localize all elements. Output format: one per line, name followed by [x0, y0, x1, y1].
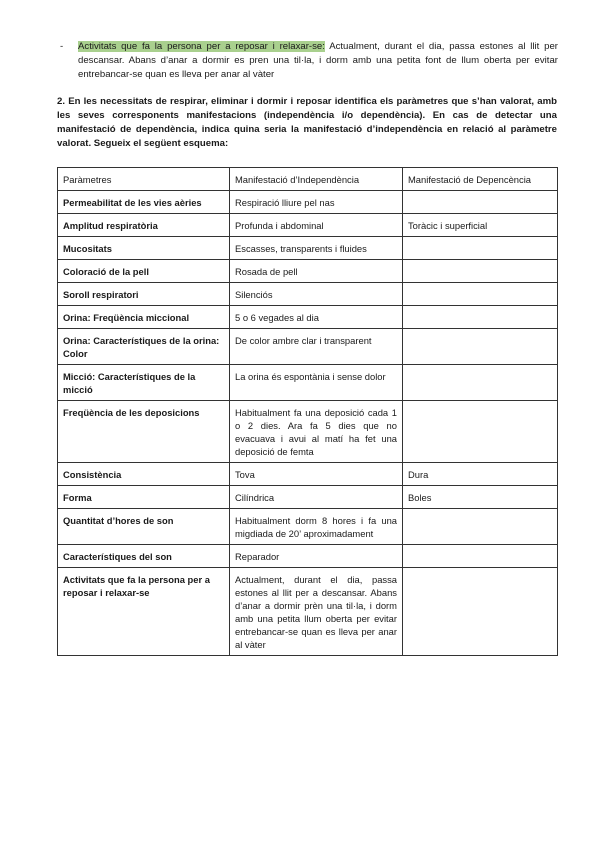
dependence-cell [403, 237, 558, 260]
table-row [58, 486, 558, 509]
independence-cell: Rosada de pell [230, 260, 403, 283]
parameter-cell: Orina: Característiques de la orina: Color [58, 329, 230, 365]
independence-cell: De color ambre clar i transparent [230, 329, 403, 365]
independence-cell: La orina és espontània i sense dolor [230, 365, 403, 401]
dependence-cell [403, 306, 558, 329]
dependence-cell [403, 260, 558, 283]
parameter-cell: Característiques del son [58, 545, 230, 568]
bullet-dash: - [60, 41, 64, 52]
header-dependence: Manifestació de Depencència [403, 168, 558, 191]
dependence-cell: Dura [403, 463, 558, 486]
dependence-cell [403, 401, 558, 463]
dependence-cell [403, 283, 558, 306]
independence-cell: Tova [230, 463, 403, 486]
parameter-cell: Consistència [58, 463, 230, 486]
table-row [58, 509, 558, 545]
parameter-cell: Micció: Característiques de la micció [58, 365, 230, 401]
question-text: 2. En les necessitats de respirar, eliminar i dormir i reposar identifica els paràmetres que s’han valorat, amb les seves corresponents manifestacions (independència i/o dependència). En cas de detectar una manifestació de dependència, indica quina seria la manifestació d’independència en relació al paràmetre valorat. Segueix el següent esquema: [57, 96, 557, 149]
dependence-cell [403, 191, 558, 214]
table-row [58, 568, 558, 656]
parameter-cell: Activitats que fa la persona per a reposar i relaxar-se [58, 568, 230, 656]
parameter-cell: Coloració de la pell [58, 260, 230, 283]
parameter-cell: Forma [58, 486, 230, 509]
header-independence: Manifestació d’Independència [230, 168, 403, 191]
parameter-cell: Mucositats [58, 237, 230, 260]
independence-cell: Habitualment dorm 8 hores i fa una migdiada de 20’ aproximadament [230, 509, 403, 545]
table-row [58, 306, 558, 329]
independence-cell: Cilíndrica [230, 486, 403, 509]
table-row [58, 191, 558, 214]
independence-cell: 5 o 6 vegades al dia [230, 306, 403, 329]
independence-cell: Respiració lliure pel nas [230, 191, 403, 214]
dependence-cell [403, 509, 558, 545]
table-row [58, 365, 558, 401]
independence-cell: Profunda i abdominal [230, 214, 403, 237]
parameter-cell: Amplitud respiratòria [58, 214, 230, 237]
independence-cell: Habitualment fa una deposició cada 1 o 2 dies. Ara fa 5 dies que no evacuava i avui al matí ha fet una deposició de femta [230, 401, 403, 463]
header-parameters: Paràmetres [58, 168, 230, 191]
table-row [58, 260, 558, 283]
assessment-table [57, 167, 558, 656]
table-row [58, 237, 558, 260]
parameter-cell: Soroll respiratori [58, 283, 230, 306]
parameter-cell: Freqüència de les deposicions [58, 401, 230, 463]
parameter-cell: Orina: Freqüència miccional [58, 306, 230, 329]
table-row [58, 545, 558, 568]
independence-cell: Silenciós [230, 283, 403, 306]
table-row [58, 463, 558, 486]
dependence-cell [403, 545, 558, 568]
dependence-cell [403, 568, 558, 656]
table-header-row [58, 168, 558, 191]
table-row [58, 283, 558, 306]
dependence-cell: Toràcic i superficial [403, 214, 558, 237]
independence-cell: Reparador [230, 545, 403, 568]
table-row [58, 329, 558, 365]
independence-cell: Actualment, durant el dia, passa estones al llit per a descansar. Abans d’anar a dormir prèn una til·la, i dorm amb una petita llum oberta per evitar entrebancar-se quan es lleva per anar al vàter [230, 568, 403, 656]
parameter-cell: Quantitat d’hores de son [58, 509, 230, 545]
table-row [58, 214, 558, 237]
bullet-item [60, 40, 558, 82]
dependence-cell: Boles [403, 486, 558, 509]
dependence-cell [403, 365, 558, 401]
table-row [58, 401, 558, 463]
highlighted-heading: Activitats que fa la persona per a reposar i relaxar-se: [78, 41, 325, 52]
dependence-cell [403, 329, 558, 365]
bullet-text: Actualment, durant el dia, passa estones al llit per descansar. Abans d’anar a dormir es pren una til·la, i dorm amb una petita font de llum oberta per evitar entrebancar-se quan es lleva per anar al vàter [78, 41, 558, 80]
independence-cell: Escasses, transparents i fluides [230, 237, 403, 260]
parameter-cell: Permeabilitat de les vies aèries [58, 191, 230, 214]
